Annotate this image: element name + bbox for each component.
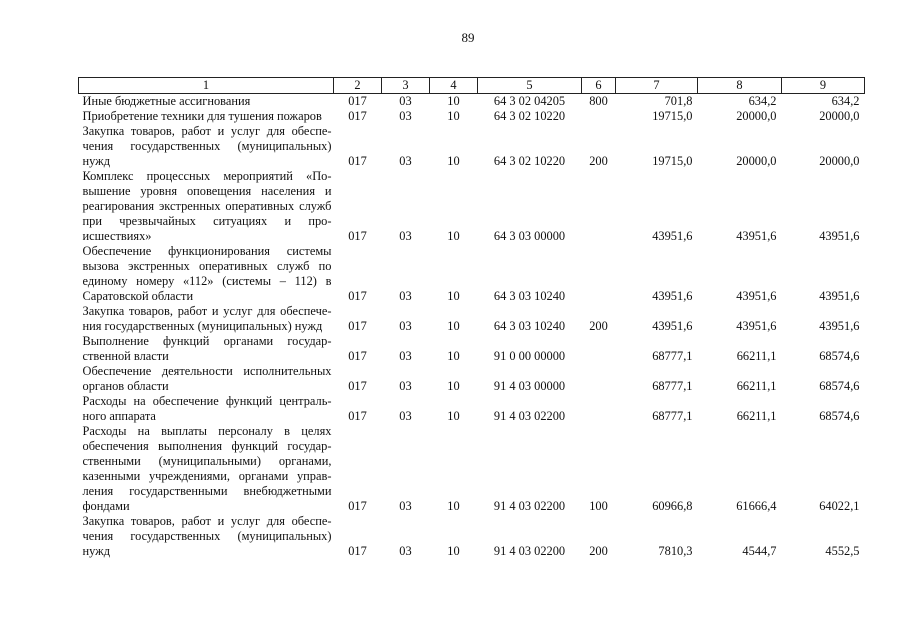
table-row xyxy=(79,514,865,559)
subsection-code: 10 xyxy=(447,379,460,393)
expense-name: Расходы на обеспечение функций центрального аппарата xyxy=(82,394,332,423)
section-code: 03 xyxy=(399,289,412,303)
target-article-code: 91 4 03 02200 xyxy=(493,544,566,558)
target-article-code: 91 4 03 02200 xyxy=(493,409,566,423)
expense-type-code xyxy=(582,364,616,394)
expense-type-code xyxy=(582,109,616,124)
expense-type-code xyxy=(582,334,616,364)
expense-name: Закупка товаров, работ и услуг для обеспечения государственных (муниципальных) нужд xyxy=(82,304,332,333)
expense-name: Выполнение функций органами государственной власти xyxy=(82,334,332,363)
target-article-code: 91 4 03 02200 xyxy=(493,499,566,513)
expense-type-code: 200 xyxy=(589,544,608,558)
amount-year-2: 66211,1 xyxy=(736,409,777,423)
section-code: 03 xyxy=(399,94,412,108)
table-row xyxy=(79,424,865,514)
ministry-code: 017 xyxy=(348,94,367,108)
subsection-code: 10 xyxy=(447,289,460,303)
target-article-code: 64 3 03 10240 xyxy=(493,319,566,333)
table-row xyxy=(79,244,865,304)
table-row xyxy=(79,334,865,364)
expense-type-code xyxy=(582,169,616,244)
table-row xyxy=(79,304,865,334)
expense-name: Иные бюджетные ассигнования xyxy=(82,94,251,108)
expense-name: Закупка товаров, работ и услуг для обеспечения государственных (муниципальных) нужд xyxy=(82,514,332,558)
ministry-code: 017 xyxy=(348,319,367,333)
header-cell: 9 xyxy=(782,78,865,94)
section-code: 03 xyxy=(399,499,412,513)
amount-year-2: 43951,6 xyxy=(736,229,777,243)
expense-type-code: 800 xyxy=(589,94,608,108)
section-code: 03 xyxy=(399,409,412,423)
amount-year-3: 68574,6 xyxy=(819,349,860,363)
section-code: 03 xyxy=(399,379,412,393)
target-article-code: 91 0 00 00000 xyxy=(493,349,566,363)
ministry-code: 017 xyxy=(348,499,367,513)
expense-type-code: 200 xyxy=(589,319,608,333)
amount-year-2: 634,2 xyxy=(748,94,777,108)
header-cell: 5 xyxy=(478,78,582,94)
amount-year-2: 43951,6 xyxy=(736,289,777,303)
table-row xyxy=(79,364,865,394)
target-article-code: 91 4 03 00000 xyxy=(493,379,566,393)
table-row xyxy=(79,109,865,124)
amount-year-1: 7810,3 xyxy=(658,544,693,558)
amount-year-1: 701,8 xyxy=(664,94,693,108)
table-row xyxy=(79,169,865,244)
section-code: 03 xyxy=(399,349,412,363)
header-cell: 1 xyxy=(79,78,334,94)
ministry-code: 017 xyxy=(348,289,367,303)
target-article-code: 64 3 02 10220 xyxy=(493,109,566,123)
ministry-code: 017 xyxy=(348,109,367,123)
amount-year-1: 19715,0 xyxy=(652,154,693,168)
expense-name: Приобретение техники для тушения пожаров xyxy=(82,109,322,123)
expense-name: Комплекс процессных мероприятий «Повышение уровня оповещения населения и реагирования экстренных оперативных служб при чрезвычайных ситуациях и происшествиях» xyxy=(82,169,332,243)
header-cell: 4 xyxy=(430,78,478,94)
amount-year-3: 68574,6 xyxy=(819,379,860,393)
amount-year-2: 61666,4 xyxy=(736,499,777,513)
section-code: 03 xyxy=(399,319,412,333)
ministry-code: 017 xyxy=(348,379,367,393)
amount-year-3: 43951,6 xyxy=(819,289,860,303)
subsection-code: 10 xyxy=(447,319,460,333)
subsection-code: 10 xyxy=(447,229,460,243)
header-cell: 2 xyxy=(334,78,382,94)
table-row xyxy=(79,124,865,169)
amount-year-2: 43951,6 xyxy=(736,319,777,333)
ministry-code: 017 xyxy=(348,544,367,558)
expense-name: Обеспечение деятельности исполнительных органов области xyxy=(82,364,332,393)
amount-year-3: 64022,1 xyxy=(819,499,860,513)
section-code: 03 xyxy=(399,109,412,123)
ministry-code: 017 xyxy=(348,349,367,363)
amount-year-2: 20000,0 xyxy=(736,109,777,123)
target-article-code: 64 3 03 00000 xyxy=(493,229,566,243)
amount-year-1: 68777,1 xyxy=(652,349,693,363)
table-row xyxy=(79,394,865,424)
target-article-code: 64 3 02 04205 xyxy=(493,94,566,108)
subsection-code: 10 xyxy=(447,499,460,513)
amount-year-3: 20000,0 xyxy=(819,109,860,123)
amount-year-2: 66211,1 xyxy=(736,349,777,363)
amount-year-2: 66211,1 xyxy=(736,379,777,393)
subsection-code: 10 xyxy=(447,409,460,423)
amount-year-1: 68777,1 xyxy=(652,409,693,423)
amount-year-1: 68777,1 xyxy=(652,379,693,393)
amount-year-3: 43951,6 xyxy=(819,319,860,333)
amount-year-1: 43951,6 xyxy=(652,289,693,303)
header-cell: 7 xyxy=(616,78,698,94)
budget-table xyxy=(78,77,865,559)
amount-year-2: 20000,0 xyxy=(736,154,777,168)
amount-year-3: 4552,5 xyxy=(825,544,860,558)
amount-year-1: 60966,8 xyxy=(652,499,693,513)
subsection-code: 10 xyxy=(447,154,460,168)
amount-year-2: 4544,7 xyxy=(742,544,777,558)
amount-year-1: 19715,0 xyxy=(652,109,693,123)
amount-year-3: 634,2 xyxy=(831,94,860,108)
section-code: 03 xyxy=(399,154,412,168)
expense-type-code: 100 xyxy=(589,499,608,513)
header-cell: 3 xyxy=(382,78,430,94)
amount-year-3: 43951,6 xyxy=(819,229,860,243)
expense-type-code xyxy=(582,244,616,304)
section-code: 03 xyxy=(399,229,412,243)
amount-year-1: 43951,6 xyxy=(652,229,693,243)
ministry-code: 017 xyxy=(348,229,367,243)
subsection-code: 10 xyxy=(447,544,460,558)
amount-year-1: 43951,6 xyxy=(652,319,693,333)
expense-type-code xyxy=(582,394,616,424)
ministry-code: 017 xyxy=(348,154,367,168)
section-code: 03 xyxy=(399,544,412,558)
subsection-code: 10 xyxy=(447,109,460,123)
subsection-code: 10 xyxy=(447,349,460,363)
ministry-code: 017 xyxy=(348,409,367,423)
subsection-code: 10 xyxy=(447,94,460,108)
amount-year-3: 68574,6 xyxy=(819,409,860,423)
expense-name: Закупка товаров, работ и услуг для обеспечения государственных (муниципальных) нужд xyxy=(82,124,332,168)
expense-name: Обеспечение функционирования системы вызова экстренных оперативных служб по единому номеру «112» (системы – 112) в Саратовской области xyxy=(82,244,332,303)
target-article-code: 64 3 02 10220 xyxy=(493,154,566,168)
header-cell: 6 xyxy=(582,78,616,94)
page-number: 89 xyxy=(461,30,475,45)
column-number-header xyxy=(79,78,865,94)
expense-type-code: 200 xyxy=(589,154,608,168)
table-row xyxy=(79,94,865,110)
amount-year-3: 20000,0 xyxy=(819,154,860,168)
expense-name: Расходы на выплаты персоналу в целях обеспечения выполнения функций государственными (муниципальными) органами, казенными учреждениями, органами управления государственными внебюджетными фондами xyxy=(82,424,332,513)
target-article-code: 64 3 03 10240 xyxy=(493,289,566,303)
header-cell: 8 xyxy=(698,78,782,94)
